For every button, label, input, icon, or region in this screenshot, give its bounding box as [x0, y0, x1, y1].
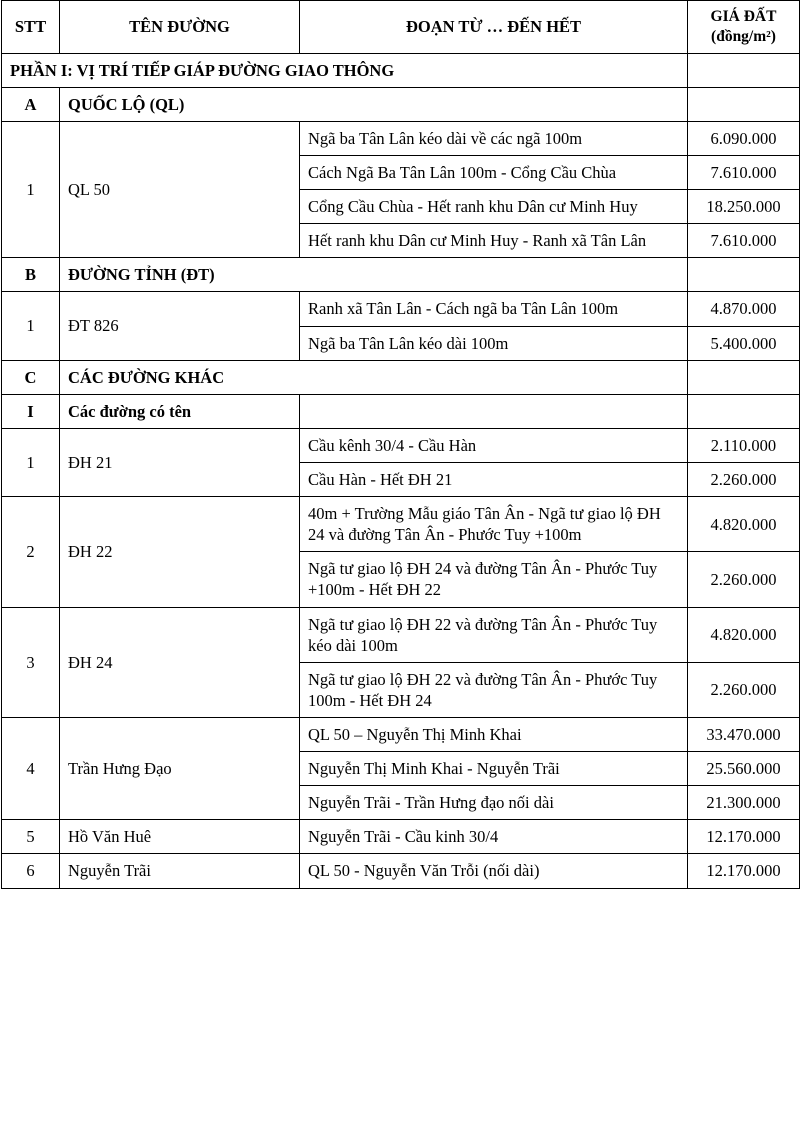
table-row-subsection-heading [2, 394, 800, 428]
entry-price: 33.470.000 [688, 717, 800, 751]
entry-price: 2.260.000 [688, 552, 800, 607]
entry-stt: 6 [2, 854, 60, 888]
entry-name: ĐH 21 [60, 428, 300, 496]
column-header-name: TÊN ĐƯỜNG [60, 1, 300, 54]
table-row [2, 820, 800, 854]
table-body [2, 53, 800, 888]
entry-price: 12.170.000 [688, 854, 800, 888]
entry-stt: 3 [2, 607, 60, 717]
entry-price: 7.610.000 [688, 224, 800, 258]
table-header-row [2, 1, 800, 54]
entry-segment: Ngã tư giao lộ ĐH 22 và đường Tân Ân - Phước Tuy 100m - Hết ĐH 24 [300, 662, 688, 717]
group-title: ĐƯỜNG TỈNH (ĐT) [60, 258, 688, 292]
land-price-table [1, 0, 800, 889]
entry-name: Nguyễn Trãi [60, 854, 300, 888]
column-header-price [688, 1, 800, 54]
part-title: PHẦN I: VỊ TRÍ TIẾP GIÁP ĐƯỜNG GIAO THÔNG [2, 53, 688, 87]
empty-segment-cell [300, 394, 688, 428]
entry-segment: Nguyễn Trãi - Trần Hưng đạo nối dài [300, 786, 688, 820]
entry-name: Trần Hưng Đạo [60, 717, 300, 819]
entry-price: 21.300.000 [688, 786, 800, 820]
empty-price-cell [688, 258, 800, 292]
empty-price-cell [688, 360, 800, 394]
empty-price-cell [688, 87, 800, 121]
column-header-stt: STT [2, 1, 60, 54]
table-row [2, 497, 800, 552]
group-title: CÁC ĐƯỜNG KHÁC [60, 360, 688, 394]
entry-segment: Ngã tư giao lộ ĐH 24 và đường Tân Ân - Phước Tuy +100m - Hết ĐH 22 [300, 552, 688, 607]
group-title: QUỐC LỘ (QL) [60, 87, 688, 121]
entry-price: 25.560.000 [688, 752, 800, 786]
empty-price-cell [688, 53, 800, 87]
table-row-part-title [2, 53, 800, 87]
entry-price: 2.260.000 [688, 462, 800, 496]
table-row-group-heading [2, 258, 800, 292]
group-code: C [2, 360, 60, 394]
subsection-title: Các đường có tên [60, 394, 300, 428]
entry-price: 6.090.000 [688, 121, 800, 155]
group-code: A [2, 87, 60, 121]
entry-stt: 4 [2, 717, 60, 819]
empty-price-cell [688, 394, 800, 428]
entry-stt: 1 [2, 292, 60, 360]
entry-price: 12.170.000 [688, 820, 800, 854]
entry-price: 2.110.000 [688, 428, 800, 462]
entry-price: 4.820.000 [688, 607, 800, 662]
table-row [2, 717, 800, 751]
entry-segment: Ngã ba Tân Lân kéo dài 100m [300, 326, 688, 360]
entry-segment: Cách Ngã Ba Tân Lân 100m - Cổng Cầu Chùa [300, 155, 688, 189]
entry-segment: 40m + Trường Mẫu giáo Tân Ân - Ngã tư giao lộ ĐH 24 và đường Tân Ân - Phước Tuy +100m [300, 497, 688, 552]
entry-price: 4.870.000 [688, 292, 800, 326]
entry-name: ĐT 826 [60, 292, 300, 360]
entry-stt: 5 [2, 820, 60, 854]
entry-name: ĐH 22 [60, 497, 300, 607]
entry-name: ĐH 24 [60, 607, 300, 717]
column-header-segment: ĐOẠN TỪ … ĐẾN HẾT [300, 1, 688, 54]
entry-stt: 2 [2, 497, 60, 607]
entry-price: 18.250.000 [688, 190, 800, 224]
table-row [2, 854, 800, 888]
column-header-price-line2: (đồng/m²) [711, 27, 776, 45]
entry-segment: Hết ranh khu Dân cư Minh Huy - Ranh xã Tân Lân [300, 224, 688, 258]
entry-segment: Cầu Hàn - Hết ĐH 21 [300, 462, 688, 496]
entry-segment: Ranh xã Tân Lân - Cách ngã ba Tân Lân 100m [300, 292, 688, 326]
entry-price: 4.820.000 [688, 497, 800, 552]
entry-segment: Cầu kênh 30/4 - Cầu Hàn [300, 428, 688, 462]
entry-segment: Ngã ba Tân Lân kéo dài về các ngã 100m [300, 121, 688, 155]
table-row-group-heading [2, 87, 800, 121]
entry-segment: Cổng Cầu Chùa - Hết ranh khu Dân cư Minh Huy [300, 190, 688, 224]
entry-segment: QL 50 – Nguyễn Thị Minh Khai [300, 717, 688, 751]
entry-name: QL 50 [60, 121, 300, 257]
entry-price: 7.610.000 [688, 155, 800, 189]
table-row [2, 607, 800, 662]
entry-stt: 1 [2, 428, 60, 496]
entry-segment: Nguyễn Thị Minh Khai - Nguyễn Trãi [300, 752, 688, 786]
entry-segment: Nguyễn Trãi - Cầu kinh 30/4 [300, 820, 688, 854]
entry-price: 2.260.000 [688, 662, 800, 717]
entry-segment: Ngã tư giao lộ ĐH 22 và đường Tân Ân - Phước Tuy kéo dài 100m [300, 607, 688, 662]
table-header [2, 1, 800, 54]
entry-stt: 1 [2, 121, 60, 257]
entry-segment: QL 50 - Nguyễn Văn Trỗi (nối dài) [300, 854, 688, 888]
group-code: B [2, 258, 60, 292]
table-row [2, 428, 800, 462]
column-header-price-line1: GIÁ ĐẤT [710, 8, 777, 25]
entry-name: Hồ Văn Huê [60, 820, 300, 854]
table-row [2, 121, 800, 155]
table-row-group-heading [2, 360, 800, 394]
entry-price: 5.400.000 [688, 326, 800, 360]
table-row [2, 292, 800, 326]
subsection-code: I [2, 394, 60, 428]
